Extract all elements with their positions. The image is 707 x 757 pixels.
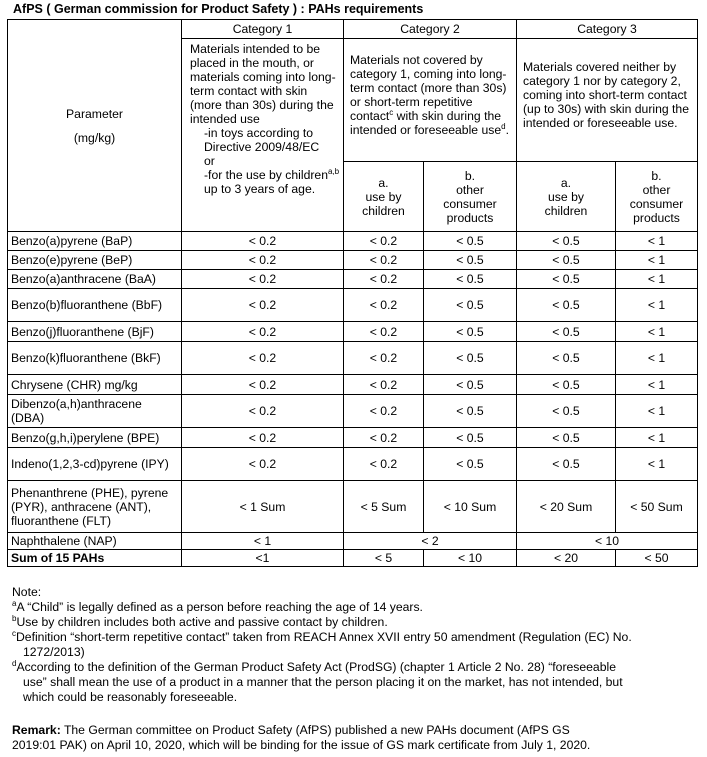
cat2a-value: < 0.2	[344, 395, 424, 428]
table-row	[8, 428, 698, 448]
cat3a-value: < 0.5	[517, 448, 616, 481]
parameter-name: Indeno(1,2,3-cd)pyrene (IPY)	[8, 448, 182, 481]
cat2b-value: < 0.5	[424, 375, 517, 395]
cat3a-value: < 0.5	[517, 375, 616, 395]
category-2-text-pre: Materials not covered by category 1, coming into long-term contact (more than 30s) or short-term repetitive contact	[350, 53, 507, 123]
cat1-value: < 0.2	[182, 251, 344, 270]
category-2-text-mid: with skin during the intended or foreseeable use	[350, 109, 502, 137]
cat2b-value: < 0.5	[424, 448, 517, 481]
cat3b-value: < 1	[616, 428, 698, 448]
unit-label: (mg/kg)	[73, 130, 116, 145]
cat2a-value: < 0.2	[344, 375, 424, 395]
cat3b-value: < 1	[616, 270, 698, 289]
category-3a-header: a. use by children	[517, 162, 616, 232]
page-title: AfPS ( German commission for Product Safety ) : PAHs requirements	[13, 2, 424, 16]
cat1-value: < 0.2	[182, 270, 344, 289]
table-row	[8, 322, 698, 342]
footnote-b-marker: b	[12, 613, 17, 623]
cat2-value: < 2	[344, 533, 517, 550]
cat2a-value: < 0.2	[344, 232, 424, 251]
footnote-d-line2: use” shall mean the use of a product in a manner that the person placing it on the market, has not intended, but	[23, 675, 623, 689]
cat3a-value: < 20	[517, 550, 616, 567]
cat3b-value: < 1	[616, 232, 698, 251]
cat1-value: < 0.2	[182, 395, 344, 428]
cat1-value: < 1	[182, 533, 344, 550]
category-3-title: Category 3	[517, 20, 698, 39]
cat2b-value: < 0.5	[424, 251, 517, 270]
cat1-value: < 0.2	[182, 232, 344, 251]
cat3a-value: < 0.5	[517, 289, 616, 322]
cat3a-value: < 0.5	[517, 322, 616, 342]
cat2a-value: < 0.2	[344, 270, 424, 289]
cat2b-value: < 0.5	[424, 270, 517, 289]
parameter-name: Benzo(g,h,i)perylene (BPE)	[8, 428, 182, 448]
parameter-name: Benzo(a)anthracene (BaA)	[8, 270, 182, 289]
category-1-children-pre: -for the use by children	[204, 168, 328, 182]
cat3-value: < 10	[517, 533, 698, 550]
parameter-name: Benzo(e)pyrene (BeP)	[8, 251, 182, 270]
cat3b-value: < 1	[616, 342, 698, 375]
parameter-name: Sum of 15 PAHs	[8, 550, 182, 567]
cat1-value: < 0.2	[182, 448, 344, 481]
cat2b-value: < 0.5	[424, 289, 517, 322]
category-1-text: Materials intended to be placed in the mouth, or materials coming into long-term contact with skin (more than 30s) during the intended use	[190, 42, 336, 126]
cat2a-value: < 5 Sum	[344, 481, 424, 533]
cat3a-value: < 0.5	[517, 395, 616, 428]
cat2a-value: < 5	[344, 550, 424, 567]
category-2a-header: a. use by children	[344, 162, 424, 232]
category-1-children	[185, 168, 340, 196]
footnote-b-text: Use by children includes both active and passive contact by children.	[16, 615, 388, 629]
cat3b-value: < 50	[616, 550, 698, 567]
cat3b-value: < 1	[616, 289, 698, 322]
pah-requirements-table	[7, 19, 698, 567]
cat2a-value: < 0.2	[344, 448, 424, 481]
parameter-name: Naphthalene (NAP)	[8, 533, 182, 550]
footnote-ref-ab: a,b	[327, 166, 340, 176]
table-row	[8, 270, 698, 289]
parameter-name: Benzo(k)fluoranthene (BkF)	[8, 342, 182, 375]
footnote-c	[12, 630, 702, 645]
cat1-value: < 1 Sum	[182, 481, 344, 533]
footnote-ref-c: c	[389, 107, 394, 117]
footnote-d-marker: d	[12, 658, 17, 668]
parameter-label: Parameter	[66, 106, 123, 121]
cat1-value: <1	[182, 550, 344, 567]
remark-text-2: 2019:01 PAK) on April 10, 2020, which will be binding for the issue of GS mark certificate from July 1, 2020.	[12, 738, 591, 752]
footnote-d	[12, 660, 702, 675]
cat1-value: < 0.2	[182, 289, 344, 322]
cat3a-value: < 0.5	[517, 270, 616, 289]
cat1-value: < 0.2	[182, 375, 344, 395]
cat2a-value: < 0.2	[344, 428, 424, 448]
category-title-row	[8, 20, 698, 39]
parameter-name: Benzo(a)pyrene (BaP)	[8, 232, 182, 251]
table-row	[8, 289, 698, 322]
parameter-name: Dibenzo(a,h)anthracene (DBA)	[8, 395, 182, 428]
category-1-title: Category 1	[182, 20, 344, 39]
footnote-b	[12, 615, 702, 630]
cat3b-value: < 1	[616, 322, 698, 342]
footnote-d-text: According to the definition of the German Product Safety Act (ProdSG) (chapter 1 Article 2 No. 28) “foreseeable	[16, 660, 616, 674]
remark-text-1: The German committee on Product Safety (AfPS) published a new PAHs document (AfPS GS	[60, 723, 570, 737]
footnote-a	[12, 600, 702, 615]
footnote-a-marker: a	[12, 598, 17, 608]
cat3b-value: < 1	[616, 251, 698, 270]
footnote-a-text: A “Child” is legally defined as a person before reaching the age of 14 years.	[16, 600, 423, 614]
table-row	[8, 448, 698, 481]
cat2b-value: < 10	[424, 550, 517, 567]
sum-row	[8, 550, 698, 567]
table-row	[8, 481, 698, 533]
footnote-c-marker: c	[12, 628, 16, 638]
table-row	[8, 375, 698, 395]
cat3b-value: < 50 Sum	[616, 481, 698, 533]
notes-section	[12, 585, 702, 705]
cat3b-value: < 1	[616, 395, 698, 428]
cat2a-value: < 0.2	[344, 342, 424, 375]
category-2b-header: b. other consumer products	[424, 162, 517, 232]
category-2-title: Category 2	[344, 20, 517, 39]
parameter-name: Phenanthrene (PHE), pyrene (PYR), anthracene (ANT), fluoranthene (FLT)	[8, 481, 182, 533]
remark-paragraph	[12, 723, 707, 753]
category-3b-header: b. other consumer products	[616, 162, 698, 232]
cat3a-value: < 0.5	[517, 232, 616, 251]
parameter-name: Benzo(j)fluoranthene (BjF)	[8, 322, 182, 342]
cat2a-value: < 0.2	[344, 322, 424, 342]
table-row	[8, 251, 698, 270]
footnote-d-line3: which could be reasonably foreseeable.	[23, 690, 238, 704]
cat2b-value: < 0.5	[424, 322, 517, 342]
cat3a-value: < 0.5	[517, 428, 616, 448]
cat1-value: < 0.2	[182, 428, 344, 448]
table-row	[8, 342, 698, 375]
category-1-description	[182, 39, 344, 232]
cat2b-value: < 0.5	[424, 342, 517, 375]
footnote-c-continued: 1272/2013)	[23, 645, 85, 659]
parameter-name: Chrysene (CHR) mg/kg	[8, 375, 182, 395]
category-1-or: or	[204, 154, 215, 168]
footnote-c-text: Definition “short-term repetitive contact” taken from REACH Annex XVII entry 50 amendment (Regulation (EC) No.	[16, 630, 632, 644]
category-2-description	[344, 39, 517, 162]
cat2b-value: < 0.5	[424, 232, 517, 251]
cat1-value: < 0.2	[182, 342, 344, 375]
cat3b-value: < 1	[616, 448, 698, 481]
cat2b-value: < 0.5	[424, 395, 517, 428]
remark-line-1	[12, 723, 707, 738]
cat2a-value: < 0.2	[344, 289, 424, 322]
parameter-name: Benzo(b)fluoranthene (BbF)	[8, 289, 182, 322]
remark-label: Remark:	[12, 723, 61, 737]
category-2-text-post: .	[505, 123, 509, 137]
cat2b-value: < 10 Sum	[424, 481, 517, 533]
category-3-description: Materials covered neither by category 1 nor by category 2, coming into short-term contact (up to 30s) with skin during the intended or foreseeable use.	[517, 39, 698, 162]
table-row	[8, 395, 698, 428]
cat2a-value: < 0.2	[344, 251, 424, 270]
cat3a-value: < 0.5	[517, 251, 616, 270]
cat2b-value: < 0.5	[424, 428, 517, 448]
naphthalene-row	[8, 533, 698, 550]
cat3a-value: < 0.5	[517, 342, 616, 375]
cat3b-value: < 1	[616, 375, 698, 395]
category-1-toys: -in toys according to Directive 2009/48/EC	[204, 126, 320, 154]
notes-heading: Note:	[12, 585, 42, 599]
table-row	[8, 232, 698, 251]
footnote-ref-d: d	[501, 121, 506, 131]
cat1-value: < 0.2	[182, 322, 344, 342]
category-1-children-post: up to 3 years of age.	[204, 182, 316, 196]
cat3a-value: < 20 Sum	[517, 481, 616, 533]
parameter-header-cell	[8, 20, 182, 232]
